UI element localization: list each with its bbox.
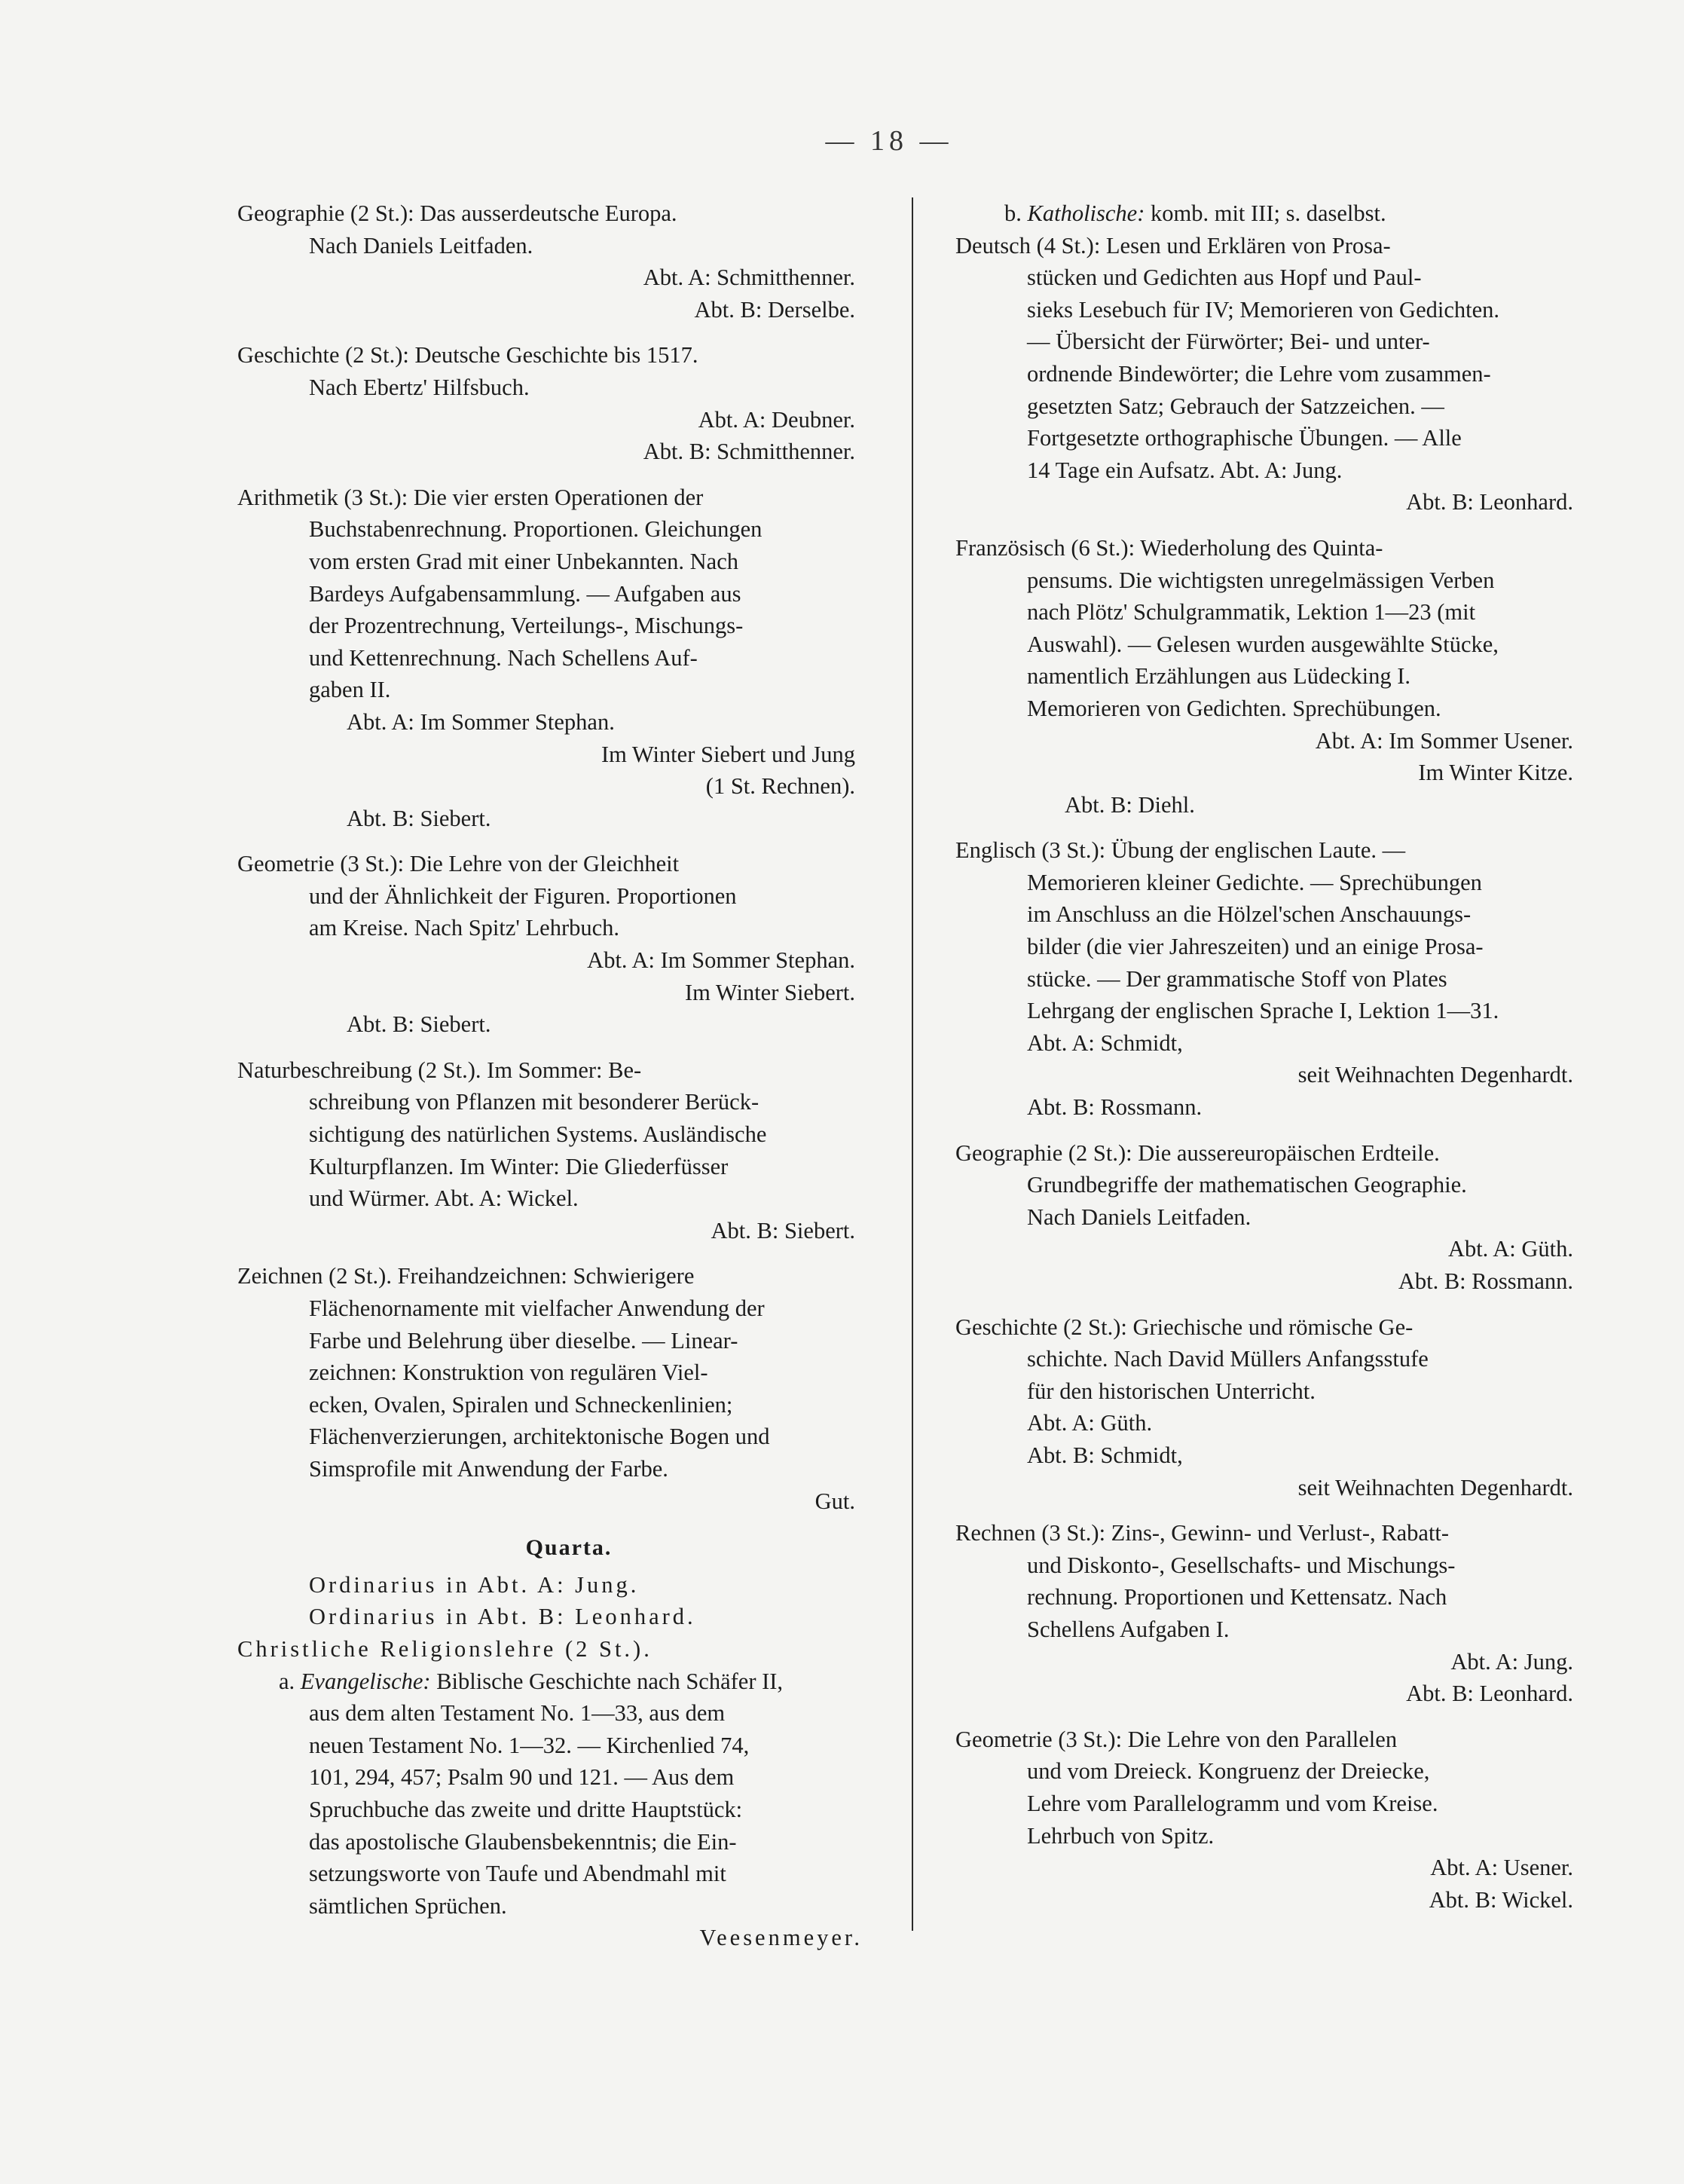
text-line: und Würmer. Abt. A: Wickel.: [309, 1185, 579, 1212]
text-line: Abt. B: Rossmann.: [1027, 1094, 1203, 1121]
section-gap: [237, 326, 878, 339]
evangelisch-line: das apostolische Glaubensbekenntnis; die Ein-: [309, 1828, 737, 1855]
text-line: Flächenverzierungen, architektonische Bogen und: [309, 1424, 770, 1450]
text-line: ordnende Bindewörter; die Lehre vom zusammen-: [1027, 360, 1491, 387]
text-line: ecken, Ovalen, Spiralen und Schneckenlinien;: [309, 1391, 733, 1418]
text-line: Im Winter Siebert.: [684, 979, 855, 1005]
text-line: schichte. Nach David Müllers Anfangsstufe: [1027, 1346, 1429, 1372]
evangelisch-line: aus dem alten Testament No. 1—33, aus dem: [309, 1700, 726, 1727]
section-gap: [237, 1041, 878, 1054]
text-line: Abt. B: Derselbe.: [694, 296, 855, 323]
text-line: Nach Daniels Leitfaden.: [1027, 1204, 1252, 1230]
text-line: Abt. A: Usener.: [1430, 1855, 1573, 1881]
text-line: Naturbeschreibung (2 St.). Im Sommer: Be-: [237, 1057, 642, 1083]
text-line: pensums. Die wichtigsten unregelmässigen Verben: [1027, 567, 1495, 593]
text-line: vom ersten Grad mit einer Unbekannten. Nach: [309, 548, 738, 574]
text-line: und der Ähnlichkeit der Figuren. Proportionen: [309, 882, 737, 909]
text-line: Fortgesetzte orthographische Übungen. — Alle: [1027, 425, 1462, 451]
text-line: im Anschluss an die Hölzel'schen Anschauungs-: [1027, 901, 1472, 928]
text-line: Memorieren kleiner Gedichte. — Sprechübungen: [1027, 869, 1482, 895]
katholisch-term: Katholische:: [1027, 200, 1145, 226]
text-line: Simsprofile mit Anwendung der Farbe.: [309, 1455, 668, 1482]
katholisch-line: [955, 197, 1596, 230]
text-line: der Prozentrechnung, Verteilungs-, Mischungs-: [309, 613, 744, 639]
text-line: rechnung. Proportionen und Kettensatz. Nach: [1027, 1584, 1447, 1610]
text-line: Buchstabenrechnung. Proportionen. Gleichungen: [309, 516, 763, 543]
text-line: Geographie (2 St.): Das ausserdeutsche Europa.: [237, 200, 677, 226]
evangelisch-first-line: [237, 1666, 878, 1698]
left-column-lines: [237, 197, 878, 1517]
text-line: (1 St. Rechnen).: [705, 773, 855, 800]
text-line: Abt. A: Deubner.: [698, 406, 855, 433]
text-line: Abt. B: Siebert.: [347, 1011, 491, 1038]
text-line: Abt. B: Schmidt,: [1027, 1442, 1183, 1468]
section-gap: [955, 1710, 1596, 1724]
text-line: Abt. A: Schmitthenner.: [643, 265, 855, 291]
evangelisch-label: a.: [279, 1668, 295, 1694]
text-line: und Diskonto-, Gesellschafts- und Mischungs-: [1027, 1552, 1456, 1578]
text-line: bilder (die vier Jahreszeiten) und an einige Prosa-: [1027, 934, 1484, 960]
text-line: Gut.: [814, 1488, 855, 1514]
text-line: 14 Tage ein Aufsatz. Abt. A: Jung.: [1027, 457, 1343, 483]
text-line: Abt. B: Leonhard.: [1406, 1681, 1573, 1707]
text-line: Nach Daniels Leitfaden.: [309, 232, 533, 258]
section-gap: [955, 821, 1596, 834]
right-column-lines: [955, 230, 1596, 1916]
text-line: Nach Ebertz' Hilfsbuch.: [309, 374, 530, 400]
text-line: Abt. A: Jung.: [1450, 1648, 1573, 1675]
quarta-heading: Quarta.: [525, 1535, 613, 1561]
text-line: sieks Lesebuch für IV; Memorieren von Gedichten.: [1027, 296, 1500, 323]
ordinarius-b: Ordinarius in Abt. B: Leonhard.: [309, 1604, 696, 1630]
text-line: Memorieren von Gedichten. Sprechübungen.: [1027, 695, 1441, 721]
katholisch-text: komb. mit III; s. daselbst.: [1151, 200, 1386, 226]
text-line: schreibung von Pflanzen mit besonderer Berück-: [309, 1089, 759, 1115]
text-line: gaben II.: [309, 677, 391, 703]
text-line: — Übersicht der Fürwörter; Bei- und unter-: [1027, 329, 1430, 355]
text-line: gesetzten Satz; Gebrauch der Satzzeichen. —: [1027, 393, 1444, 419]
section-gap: [955, 1124, 1596, 1137]
left-column: [237, 197, 878, 1954]
text-line: Französisch (6 St.): Wiederholung des Quinta-: [955, 534, 1383, 561]
text-line: Geometrie (3 St.): Die Lehre von den Parallelen: [955, 1726, 1398, 1752]
text-line: stücke. — Der grammatische Stoff von Plates: [1027, 965, 1447, 992]
text-line: Im Winter Kitze.: [1418, 760, 1573, 786]
text-line: Kulturpflanzen. Im Winter: Die Gliederfüsser: [309, 1153, 729, 1179]
text-line: Abt. A: Güth.: [1027, 1410, 1153, 1436]
text-line: stücken und Gedichten aus Hopf und Paul-: [1027, 265, 1422, 291]
text-line: Geometrie (3 St.): Die Lehre von der Gleichheit: [237, 851, 680, 877]
evangelisch-teacher: Veesenmeyer.: [699, 1925, 863, 1951]
text-line: Arithmetik (3 St.): Die vier ersten Operationen der: [237, 484, 704, 510]
section-gap: [955, 1503, 1596, 1517]
text-line: Bardeys Aufgabensammlung. — Aufgaben aus: [309, 580, 741, 607]
text-line: Abt. A: Schmidt,: [1027, 1029, 1183, 1056]
text-line: Flächenornamente mit vielfacher Anwendung der: [309, 1295, 765, 1321]
text-line: Farbe und Belehrung über dieselbe. — Linear-: [309, 1327, 738, 1354]
text-line: Abt. B: Wickel.: [1429, 1886, 1573, 1913]
text-line: namentlich Erzählungen aus Lüdecking I.: [1027, 663, 1410, 690]
text-line: Geschichte (2 St.): Griechische und römische Ge-: [955, 1314, 1414, 1340]
text-line: und Kettenrechnung. Nach Schellens Auf-: [309, 644, 698, 671]
text-line: Abt. B: Siebert.: [347, 805, 491, 831]
section-gap: [955, 1298, 1596, 1311]
text-line: Grundbegriffe der mathematischen Geographie.: [1027, 1172, 1467, 1198]
text-line: zeichnen: Konstruktion von regulären Viel-: [309, 1360, 708, 1386]
text-line: Abt. B: Schmitthenner.: [643, 439, 855, 465]
religion-title: Christliche Religionslehre (2 St.).: [237, 1635, 653, 1662]
evangelisch-text: Biblische Geschichte nach Schäfer II,: [436, 1668, 784, 1694]
text-line: Abt. B: Siebert.: [711, 1217, 855, 1243]
text-line: und vom Dreieck. Kongruenz der Dreiecke,: [1027, 1758, 1430, 1785]
text-line: am Kreise. Nach Spitz' Lehrbuch.: [309, 915, 620, 941]
evangelisch-line: sämtlichen Sprüchen.: [309, 1892, 507, 1919]
text-line: seit Weihnachten Degenhardt.: [1297, 1062, 1573, 1088]
text-line: Rechnen (3 St.): Zins-, Gewinn- und Verlust-, Rabatt-: [955, 1520, 1450, 1546]
column-divider: [912, 197, 913, 1931]
text-line: Im Winter Siebert und Jung: [601, 741, 855, 767]
katholisch-label: b.: [1004, 200, 1022, 226]
evangelisch-line: 101, 294, 457; Psalm 90 und 121. — Aus dem: [309, 1764, 735, 1791]
right-column: [955, 197, 1596, 1916]
evangelisch-term: Evangelische:: [300, 1668, 431, 1694]
text-line: Abt. B: Rossmann.: [1398, 1268, 1573, 1294]
evangelisch-line: neuen Testament No. 1—32. — Kirchenlied 74,: [309, 1732, 750, 1758]
evangelisch-line: Spruchbuche das zweite und dritte Hauptstück:: [309, 1796, 743, 1822]
section-gap: [237, 468, 878, 482]
text-line: Deutsch (4 St.): Lesen und Erklären von Prosa-: [955, 232, 1391, 258]
text-line: Abt. A: Güth.: [1447, 1236, 1573, 1262]
page-number: — 18 —: [825, 125, 953, 157]
text-line: Abt. A: Im Sommer Stephan.: [587, 947, 855, 974]
text-line: Lehrbuch von Spitz.: [1027, 1822, 1215, 1849]
section-gap: [237, 834, 878, 848]
text-line: Abt. A: Im Sommer Usener.: [1315, 727, 1573, 754]
text-line: Lehrgang der englischen Sprache I, Lektion 1—31.: [1027, 998, 1499, 1024]
ordinarius-a: Ordinarius in Abt. A: Jung.: [309, 1571, 640, 1598]
section-gap: [955, 518, 1596, 532]
text-line: für den historischen Unterricht.: [1027, 1378, 1316, 1404]
text-line: Englisch (3 St.): Übung der englischen Laute. —: [955, 837, 1406, 864]
text-line: Geographie (2 St.): Die aussereuropäischen Erdteile.: [955, 1139, 1440, 1166]
text-line: nach Plötz' Schulgrammatik, Lektion 1—23 (mit: [1027, 599, 1476, 626]
text-line: Lehre vom Parallelogramm und vom Kreise.: [1027, 1790, 1438, 1816]
text-line: Zeichnen (2 St.). Freihandzeichnen: Schwierigere: [237, 1263, 695, 1289]
text-line: sichtigung des natürlichen Systems. Ausländische: [309, 1121, 767, 1148]
text-line: Auswahl). — Gelesen wurden ausgewählte Stücke,: [1027, 631, 1499, 657]
text-line: seit Weihnachten Degenhardt.: [1297, 1474, 1573, 1500]
text-line: Geschichte (2 St.): Deutsche Geschichte bis 1517.: [237, 342, 698, 369]
text-line: Abt. A: Im Sommer Stephan.: [347, 708, 615, 735]
text-line: Abt. B: Leonhard.: [1406, 489, 1573, 515]
evangelisch-line: setzungsworte von Taufe und Abendmahl mit: [309, 1861, 726, 1887]
text-line: Schellens Aufgaben I.: [1027, 1616, 1230, 1642]
section-gap: [237, 1246, 878, 1260]
text-line: Abt. B: Diehl.: [1065, 791, 1195, 818]
